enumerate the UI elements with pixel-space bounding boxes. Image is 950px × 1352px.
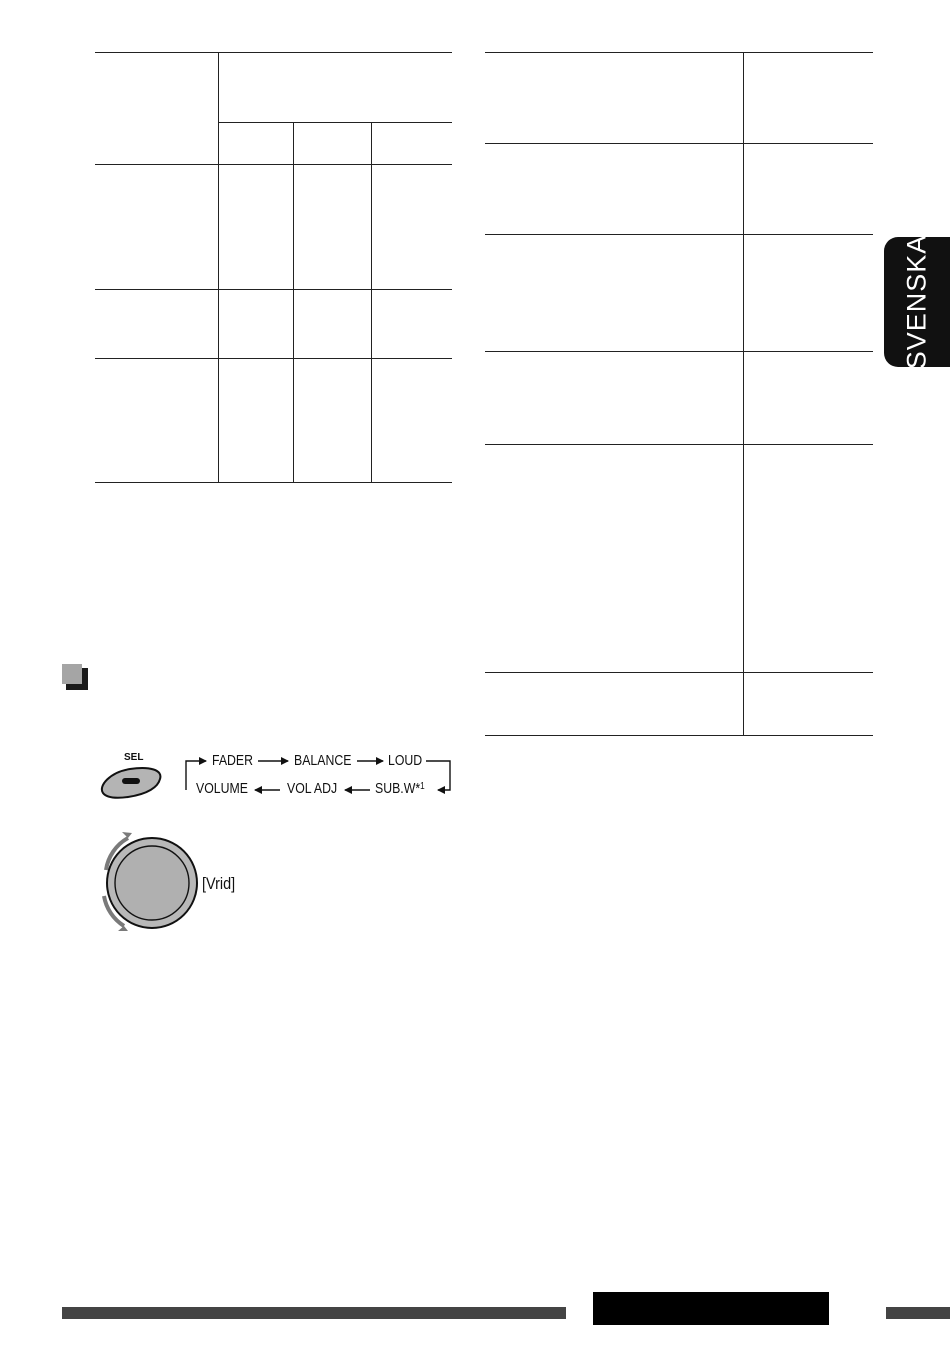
page-number-box <box>593 1292 829 1325</box>
sel-button-indicator <box>122 778 140 784</box>
sel-button-label: SEL <box>124 752 144 763</box>
left-table-subheader-rule <box>218 122 452 123</box>
right-table-row-rule <box>485 234 873 235</box>
left-table-row-rule <box>95 289 452 290</box>
left-table-column-rule <box>293 122 294 482</box>
dial-action-label: [Vrid] <box>202 874 236 893</box>
menu-item-fader: FADER <box>212 752 254 769</box>
right-table-top-rule <box>485 52 873 53</box>
sel-button[interactable] <box>96 762 166 802</box>
left-table-top-rule <box>95 52 452 53</box>
right-table-bottom-rule <box>485 735 873 736</box>
dial-knob <box>115 846 189 920</box>
right-table-row-rule <box>485 444 873 445</box>
right-table-row-rule <box>485 672 873 673</box>
menu-item-sub-w-label: SUB.W* <box>375 780 421 797</box>
menu-item-vol-adj: VOL ADJ <box>287 780 338 797</box>
right-table-row-rule <box>485 351 873 352</box>
footnote-mark: 1 <box>420 781 425 792</box>
right-table-row-rule <box>485 143 873 144</box>
left-table-bottom-rule <box>95 482 452 483</box>
left-table-column-rule <box>371 122 372 482</box>
menu-item-balance: BALANCE <box>294 752 352 769</box>
footer-bar <box>62 1307 566 1319</box>
return-arrow-icon <box>186 761 206 790</box>
section-marker-icon <box>62 664 88 690</box>
left-table-column-rule <box>218 52 219 482</box>
menu-cycle-arrows <box>180 750 455 802</box>
menu-item-volume: VOLUME <box>196 780 248 797</box>
left-table-row-rule <box>95 164 452 165</box>
language-tab <box>884 234 950 370</box>
return-arrow-icon <box>426 761 450 790</box>
right-table-column-rule <box>743 52 744 735</box>
left-table-row-rule <box>95 358 452 359</box>
control-dial[interactable] <box>94 830 204 936</box>
menu-item-loud: LOUD <box>388 752 423 769</box>
language-tab-label: SVENSKA <box>901 234 932 370</box>
footer-bar <box>886 1307 950 1319</box>
